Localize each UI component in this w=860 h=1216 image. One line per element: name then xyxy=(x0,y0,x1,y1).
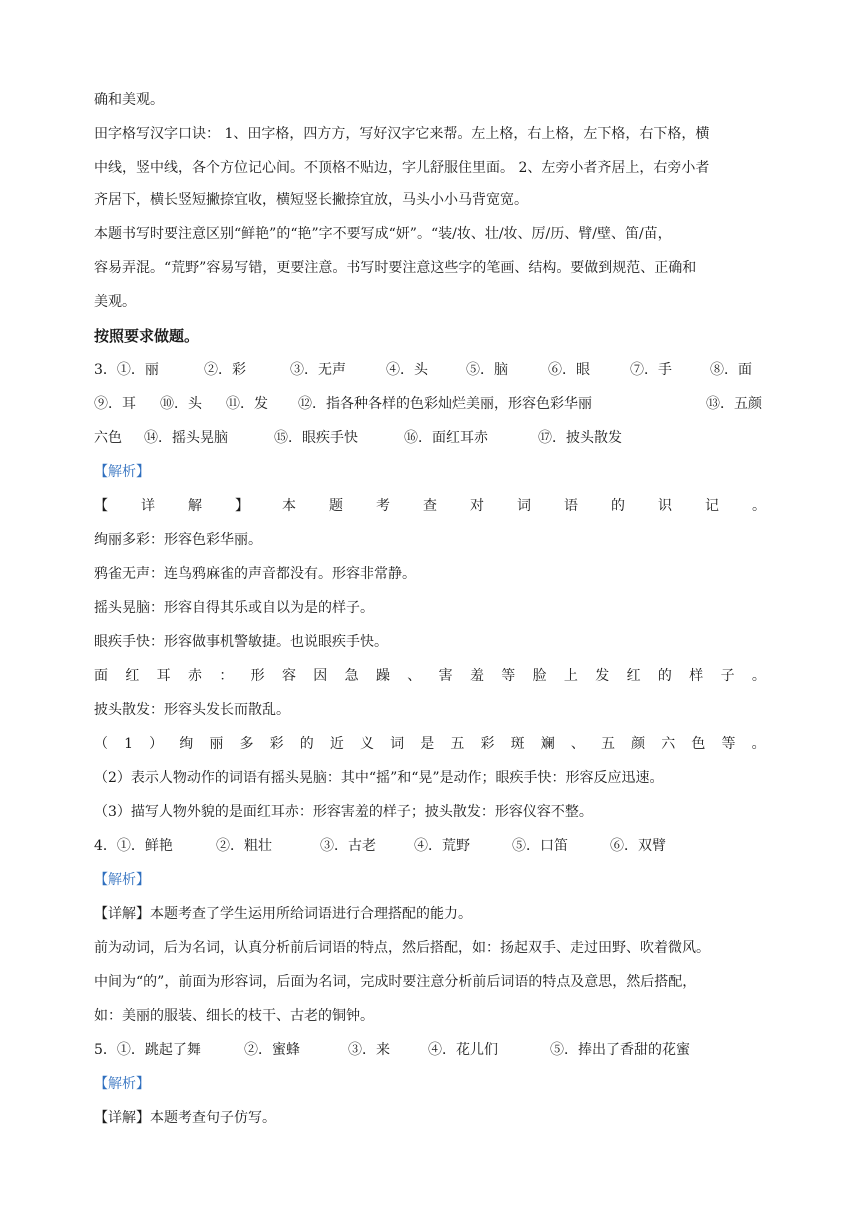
q3-detail-line: 摇头晃脑：形容自得其乐或自以为是的样子。 xyxy=(94,600,374,616)
q3-detail-line: （2）表示人物动作的词语有摇头晃脑：其中“摇”和“晃”是动作；眼疾手快：形容反应迅速。 xyxy=(94,770,664,786)
intro-line-3: 中线，竖中线，各个方位记心间。不顶格不贴边，字儿舒服住里面。 2、左旁小者齐居上，右旁小者 xyxy=(94,160,710,176)
q3-answer: ③．无声 xyxy=(290,362,346,378)
section-title: 按照要求做题。 xyxy=(94,327,200,345)
q3-detail-line-justified: （ 1 ） 绚 丽 多 彩 的 近 义 词 是 五 彩 斑 斓 、 五 颜 六 色 等 。 xyxy=(94,736,766,752)
q4-detail-line: 前为动词，后为名词，认真分析前后词语的特点，然后搭配，如：扬起双手、走过田野、吹着微风。 xyxy=(94,940,710,956)
q3-answer: ⑬．五颜 xyxy=(706,396,762,412)
q4-detail-line: 中间为“的”，前面为形容词，后面为名词，完成时要注意分析前后词语的特点及意思，然后搭配， xyxy=(94,974,697,990)
q3-detail-line-justified: 面 红 耳 赤 ： 形 容 因 急 躁 、 害 羞 等 脸 上 发 红 的 样 子 。 xyxy=(94,668,766,684)
q5-answer: ④．花儿们 xyxy=(428,1042,498,1058)
q5-answer: ③．来 xyxy=(348,1042,390,1058)
q4-answer: 4．①．鲜艳 xyxy=(94,838,173,854)
q4-answer: ⑤．口笛 xyxy=(512,838,568,854)
q3-answer: ⑫．指各种各样的色彩灿烂美丽，形容色彩华丽 xyxy=(298,396,592,412)
q3-answer: 六色 xyxy=(94,430,122,446)
q3-detail-heading: 【 详 解 】 本 题 考 查 对 词 语 的 识 记 。 xyxy=(94,498,766,514)
q3-answer: ⑦．手 xyxy=(630,362,672,378)
q3-answer: ④．头 xyxy=(386,362,428,378)
q3-answer: ⑧．面 xyxy=(710,362,752,378)
q3-answer: ⑪．发 xyxy=(226,396,268,412)
q5-detail-line: 【详解】本题考查句子仿写。 xyxy=(94,1110,276,1126)
q3-detail-line: 鸦雀无声：连鸟鸦麻雀的声音都没有。形容非常静。 xyxy=(94,566,416,582)
q5-analysis-tag: 【解析】 xyxy=(94,1076,150,1092)
q3-detail-line: （3）描写人物外貌的是面红耳赤：形容害羞的样子；披头散发：形容仪容不整。 xyxy=(94,804,593,820)
intro-line-4: 齐居下，横长竖短撇捺宜收，横短竖长撇捺宜放，马头小小马背宽宽。 xyxy=(94,192,528,208)
q3-answer: ⑯．面红耳赤 xyxy=(404,430,488,446)
q4-answer: ⑥．双臂 xyxy=(610,838,666,854)
q4-answer: ③．古老 xyxy=(320,838,376,854)
q3-answer: ⑤．脑 xyxy=(466,362,508,378)
q3-answer: ⑩．头 xyxy=(160,396,202,412)
q3-answer: ⑨．耳 xyxy=(94,396,136,412)
q3-detail-line: 绚丽多彩：形容色彩华丽。 xyxy=(94,532,262,548)
q3-answer: ②．彩 xyxy=(204,362,246,378)
intro-line-5: 本题书写时要注意区别“鲜艳”的“艳”字不要写成“妍”。“装/妆、壮/妆、厉/历、臂/壁、笛/苗， xyxy=(94,226,672,242)
q3-answer: ⑥．眼 xyxy=(548,362,590,378)
q3-answer: 3．①．丽 xyxy=(94,362,159,378)
q4-detail-line: 如：美丽的服装、细长的枝干、古老的铜钟。 xyxy=(94,1008,374,1024)
q4-answer: ②．粗壮 xyxy=(216,838,272,854)
q3-answer: ⑮．眼疾手快 xyxy=(274,430,358,446)
q5-answer: 5．①．跳起了舞 xyxy=(94,1042,201,1058)
intro-line-6: 容易弄混。“荒野”容易写错，更要注意。书写时要注意这些字的笔画、结构。要做到规范、正确和 xyxy=(94,260,697,276)
q3-answer: ⑭．摇头晃脑 xyxy=(144,430,228,446)
q3-answer: ⑰．披头散发 xyxy=(538,430,622,446)
q3-detail-line: 眼疾手快：形容做事机警敏捷。也说眼疾手快。 xyxy=(94,634,388,650)
q4-detail-line: 【详解】本题考查了学生运用所给词语进行合理搭配的能力。 xyxy=(94,906,472,922)
q4-answer: ④．荒野 xyxy=(414,838,470,854)
q5-answer: ⑤．捧出了香甜的花蜜 xyxy=(550,1042,690,1058)
q3-detail-line: 披头散发：形容头发长而散乱。 xyxy=(94,702,290,718)
intro-line-2: 田字格写汉字口诀： 1、田字格，四方方，写好汉字它来帮。左上格，右上格，左下格，右下格，横 xyxy=(94,126,710,142)
intro-line-7: 美观。 xyxy=(94,294,136,310)
q5-answer: ②．蜜蜂 xyxy=(244,1042,300,1058)
q4-analysis-tag: 【解析】 xyxy=(94,872,150,888)
intro-line-1: 确和美观。 xyxy=(94,92,164,108)
q3-analysis-tag: 【解析】 xyxy=(94,464,150,480)
